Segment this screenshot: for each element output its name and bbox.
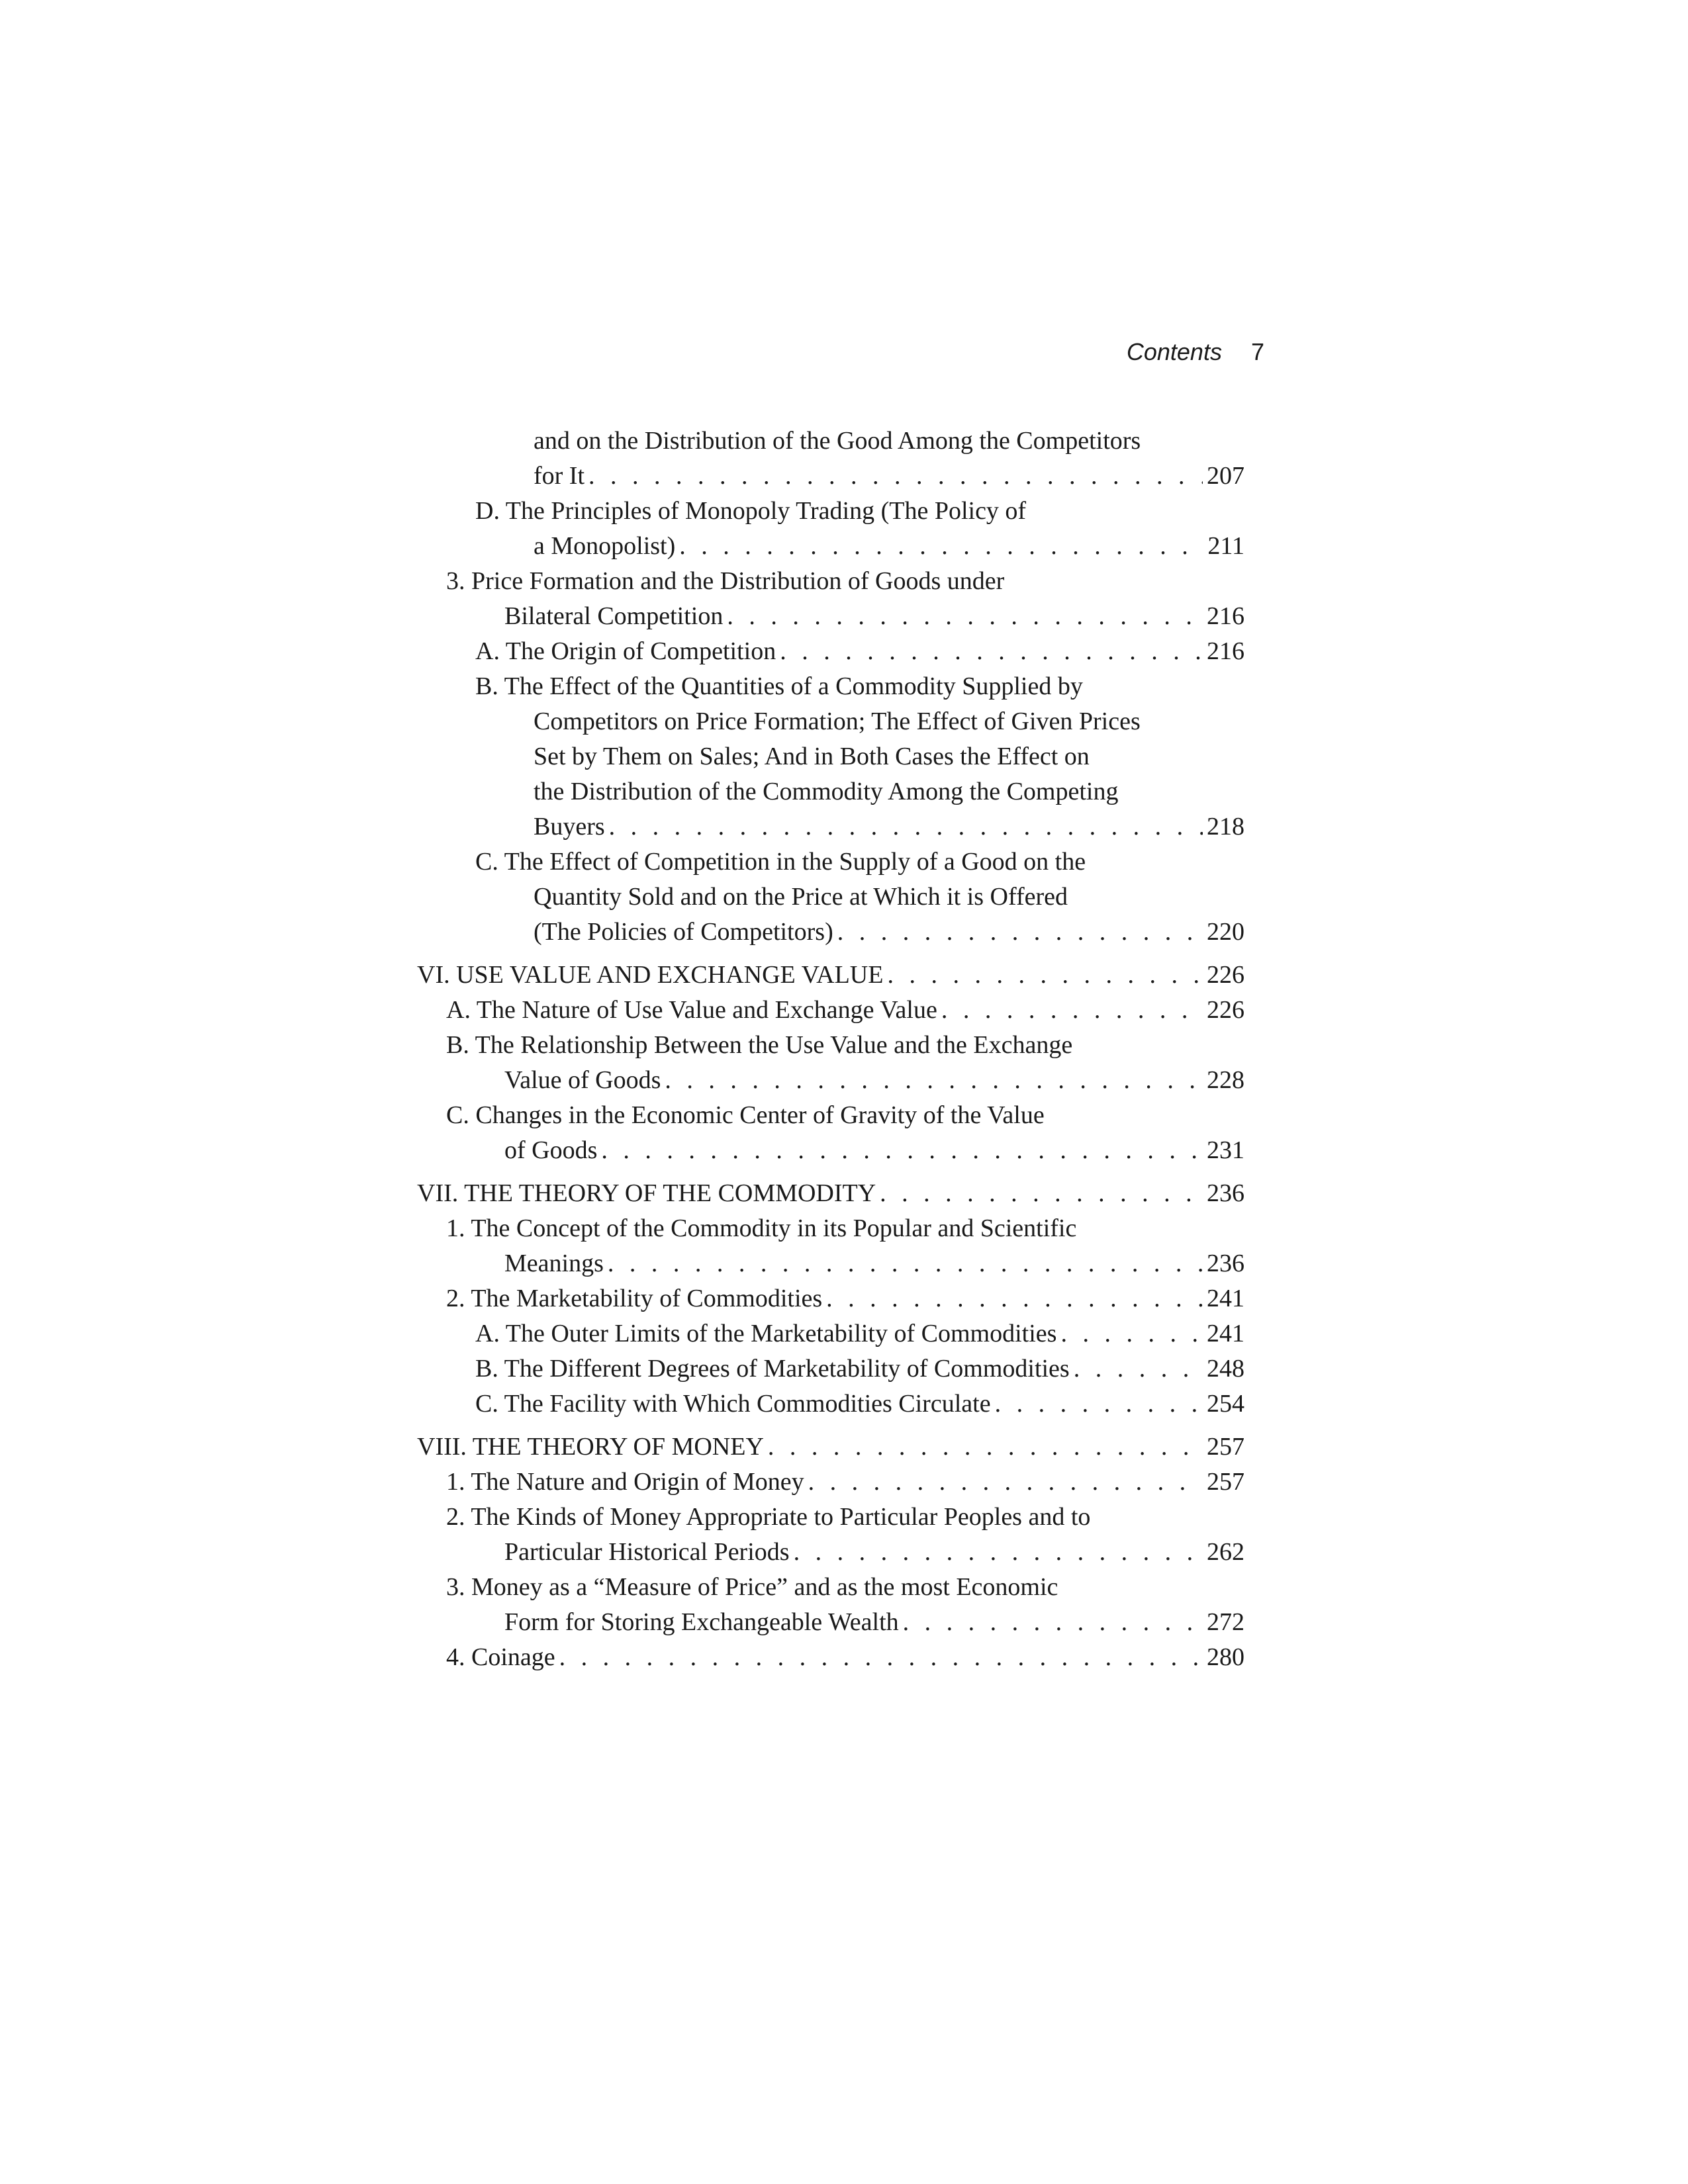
dot-leader [837,915,1203,950]
toc-entry-line [417,1465,1244,1500]
toc-entry-text: for It [534,462,585,490]
toc-entry[interactable] [417,669,1244,844]
toc-entry-text: 2. The Kinds of Money Appropriate to Particular Peoples and to [446,1503,1091,1531]
dot-leader [995,1387,1203,1422]
dot-leader [903,1605,1203,1640]
toc-entry-line [417,844,1244,880]
dot-leader [780,634,1203,669]
dot-leader [608,1246,1203,1281]
toc-entry-text: Set by Them on Sales; And in Both Cases the Effect on [534,743,1090,770]
dot-leader [768,1430,1203,1465]
toc-page-number: 236 [1207,1250,1244,1277]
dot-leader [808,1465,1203,1500]
toc-entry-text: B. The Relationship Between the Use Value and the Exchange [446,1031,1073,1059]
toc-entry[interactable] [417,1176,1244,1211]
toc-entry-text: (The Policies of Competitors) [534,918,833,946]
toc-entry-text: VII. THE THEORY OF THE COMMODITY [417,1179,876,1207]
toc-entry-line [417,634,1244,669]
toc-page-number: 257 [1207,1433,1244,1461]
toc-entry-line [417,1281,1244,1316]
dot-leader [794,1535,1203,1570]
toc-entry[interactable] [417,844,1244,950]
running-head [1127,338,1264,367]
toc-entry-text: the Distribution of the Commodity Among the Competing [534,778,1119,805]
running-head-title: Contents [1126,338,1222,365]
dot-leader [880,1176,1203,1211]
toc-entry[interactable] [417,1211,1244,1281]
toc-entry-line [417,993,1244,1028]
toc-entry[interactable] [417,1430,1244,1465]
toc-entry-line [417,774,1244,809]
toc-entry-text: Bilateral Competition [504,602,724,630]
dot-leader [1074,1351,1203,1387]
toc-entry-line [417,494,1244,529]
toc-entry-text: Buyers [534,813,605,841]
toc-entry-line [417,915,1244,950]
toc-entry-text: A. The Nature of Use Value and Exchange Value [446,996,937,1024]
toc-entry-text: Meanings [504,1250,604,1277]
toc-entry-line [417,1640,1244,1675]
dot-leader [1060,1316,1203,1351]
toc-page-number: 241 [1207,1320,1244,1347]
toc-entry-text: 4. Coinage [446,1643,555,1671]
toc-entry-text: C. The Effect of Competition in the Supply of a Good on the [475,848,1086,876]
toc-page-number: 241 [1207,1285,1244,1312]
toc-page-number: 216 [1207,602,1244,630]
toc-entry-line [417,599,1244,634]
toc-entry-text: C. Changes in the Economic Center of Gravity of the Value [446,1101,1045,1129]
toc-entry-text: A. The Outer Limits of the Marketability of Commodities [475,1320,1057,1347]
toc-page-number: 248 [1207,1355,1244,1383]
toc-entry-line [417,1211,1244,1246]
toc-entry-line [417,1351,1244,1387]
dot-leader [826,1281,1203,1316]
toc-entry[interactable] [417,424,1244,494]
dot-leader [727,599,1203,634]
dot-leader [665,1063,1203,1098]
toc-entry-line [417,1063,1244,1098]
toc-entry[interactable] [417,494,1244,564]
toc-entry-line [417,1133,1244,1168]
toc-page-number: 220 [1207,918,1244,946]
toc-entry[interactable] [417,1028,1244,1098]
toc-page-number: 228 [1207,1066,1244,1094]
toc-entry-line [417,1176,1244,1211]
toc-entry-text: 1. The Concept of the Commodity in its Popular and Scientific [446,1214,1077,1242]
toc-entry-line [417,1535,1244,1570]
toc-entry-text: D. The Principles of Monopoly Trading (The Policy of [475,497,1027,525]
toc-entry[interactable] [417,1351,1244,1387]
dot-leader [609,809,1203,844]
toc-entry-text: 1. The Nature and Origin of Money [446,1468,804,1496]
toc-entry-text: 3. Price Formation and the Distribution of Goods under [446,567,1005,595]
toc-entry-text: C. The Facility with Which Commodities Circulate [475,1390,991,1418]
toc-entry-text: and on the Distribution of the Good Among the Competitors [534,427,1141,455]
toc-page-number: 226 [1207,996,1244,1024]
toc-entry-text: Quantity Sold and on the Price at Which it is Offered [534,883,1068,911]
toc-page-number: 218 [1207,813,1244,841]
toc-entry-text: B. The Effect of the Quantities of a Commodity Supplied by [475,672,1083,700]
table-of-contents [417,424,1244,1675]
toc-entry-line [417,1500,1244,1535]
toc-entry-line [417,529,1244,564]
toc-entry-text: VI. USE VALUE AND EXCHANGE VALUE [417,961,884,989]
toc-entry[interactable] [417,1281,1244,1316]
toc-entry-line [417,1570,1244,1605]
toc-entry[interactable] [417,1316,1244,1351]
toc-entry-text: of Goods [504,1136,598,1164]
toc-entry-line [417,880,1244,915]
dot-leader [588,459,1203,494]
toc-page-number: 262 [1207,1538,1244,1566]
toc-page-number: 207 [1207,462,1244,490]
toc-entry[interactable] [417,1640,1244,1675]
toc-entry-line [417,809,1244,844]
toc-entry-text: a Monopolist) [534,532,676,560]
toc-page-number: 216 [1207,637,1244,665]
toc-page-number: 257 [1207,1468,1244,1496]
toc-entry-line [417,669,1244,704]
toc-entry-line [417,459,1244,494]
dot-leader [941,993,1203,1028]
dot-leader [601,1133,1203,1168]
toc-entry[interactable] [417,1465,1244,1500]
toc-entry-text: Particular Historical Periods [504,1538,790,1566]
toc-entry-line [417,1028,1244,1063]
toc-entry[interactable] [417,1500,1244,1570]
toc-page-number: 254 [1207,1390,1244,1418]
toc-entry-line [417,1605,1244,1640]
toc-entry[interactable] [417,1098,1244,1168]
toc-page-number: 226 [1207,961,1244,989]
toc-entry-text: Form for Storing Exchangeable Wealth [504,1608,899,1636]
toc-page-number: 231 [1207,1136,1244,1164]
toc-entry-line [417,424,1244,459]
toc-entry-line [417,704,1244,739]
toc-entry-text: B. The Different Degrees of Marketability of Commodities [475,1355,1070,1383]
toc-entry[interactable] [417,1387,1244,1422]
toc-page-number: 272 [1207,1608,1244,1636]
dot-leader [887,958,1203,993]
toc-entry-text: Value of Goods [504,1066,661,1094]
toc-entry-line [417,564,1244,599]
toc-entry[interactable] [417,634,1244,669]
toc-entry-text: Competitors on Price Formation; The Effect of Given Prices [534,707,1141,735]
toc-entry[interactable] [417,958,1244,993]
toc-page-number: 211 [1207,532,1244,560]
toc-entry[interactable] [417,1570,1244,1640]
toc-entry-line [417,1387,1244,1422]
toc-entry-line [417,739,1244,774]
toc-entry-line [417,1098,1244,1133]
toc-entry-line [417,958,1244,993]
toc-entry[interactable] [417,993,1244,1028]
toc-entry-text: 3. Money as a “Measure of Price” and as the most Economic [446,1573,1058,1601]
toc-entry-text: A. The Origin of Competition [475,637,776,665]
page-number: 7 [1250,338,1264,365]
toc-page-number: 280 [1207,1643,1244,1671]
toc-entry[interactable] [417,564,1244,634]
toc-entry-line [417,1316,1244,1351]
toc-entry-text: VIII. THE THEORY OF MONEY [417,1433,764,1461]
dot-leader [559,1640,1203,1675]
toc-page-number: 236 [1207,1179,1244,1207]
toc-entry-text: 2. The Marketability of Commodities [446,1285,823,1312]
dot-leader [679,529,1203,564]
toc-entry-line [417,1246,1244,1281]
toc-entry-line [417,1430,1244,1465]
